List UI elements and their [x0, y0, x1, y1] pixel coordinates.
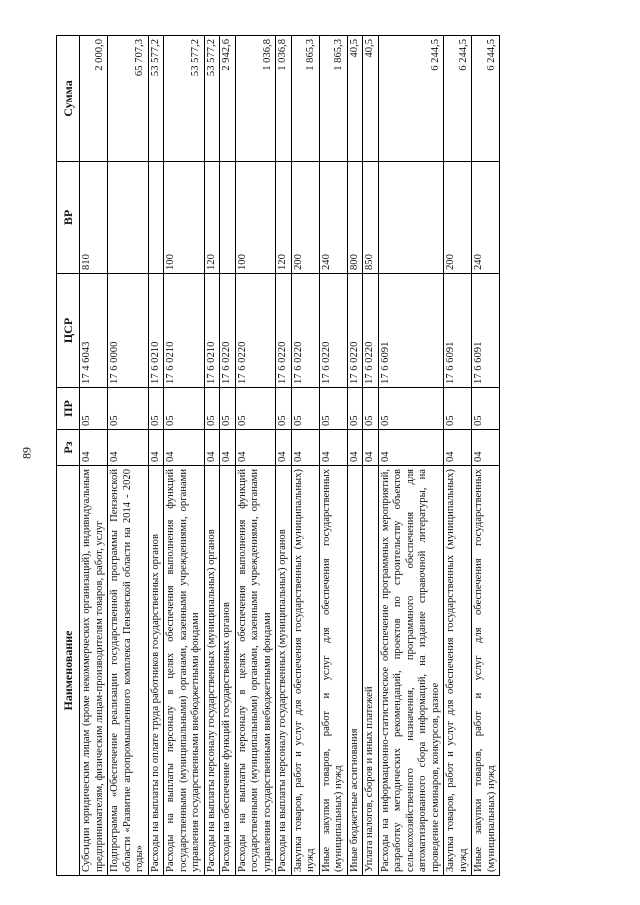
cell-rz: 04 — [80, 430, 108, 466]
cell-sum: 53 577,2 — [204, 36, 220, 162]
cell-pr: 05 — [378, 388, 444, 430]
table-header-row — [57, 36, 80, 876]
table-row — [276, 36, 292, 876]
cell-rz: 04 — [472, 430, 500, 466]
cell-rz: 04 — [220, 430, 236, 466]
cell-rz: 04 — [235, 430, 276, 466]
page-number: 89 — [19, 447, 34, 459]
cell-vr: 100 — [235, 162, 276, 274]
table-row — [80, 36, 108, 876]
cell-csr: 17 6 0000 — [108, 274, 149, 388]
cell-pr: 05 — [148, 388, 164, 430]
cell-csr: 17 6 6091 — [444, 274, 472, 388]
cell-vr — [378, 162, 444, 274]
cell-csr: 17 6 0210 — [164, 274, 205, 388]
cell-rz: 04 — [444, 430, 472, 466]
cell-rz: 04 — [363, 430, 379, 466]
cell-sum: 2 942,6 — [220, 36, 236, 162]
cell-vr: 240 — [472, 162, 500, 274]
cell-name: Расходы на информационно-статистическое обеспечение программных мероприятий, разработку методических рекомендаций, проектов по строительству объектов сельскохозяйственного назначения, программного обеспечения для автоматизированного сбора информаций, на издание справочной литературы, на проведение семинаров, конкурсов, разное — [378, 466, 444, 876]
cell-name: Расходы на выплаты по оплате труда работников государственных органов — [148, 466, 164, 876]
cell-rz: 04 — [276, 430, 292, 466]
table-row — [363, 36, 379, 876]
cell-pr: 05 — [347, 388, 363, 430]
cell-rz: 04 — [148, 430, 164, 466]
cell-vr: 240 — [319, 162, 347, 274]
cell-pr: 05 — [220, 388, 236, 430]
cell-csr: 17 4 6043 — [80, 274, 108, 388]
cell-pr: 05 — [472, 388, 500, 430]
cell-name: Иные закупки товаров, работ и услуг для обеспечения государственных (муниципальных) нужд — [472, 466, 500, 876]
cell-sum: 6 244,5 — [444, 36, 472, 162]
cell-name: Расходы на выплаты персоналу в целях обеспечения выполнения функций государственными (муниципальными) органами, казенными учреждениями, органами управления государственными внебюджетными фондами — [235, 466, 276, 876]
cell-name: Подпрограмма «Обеспечение реализации государственной программы Пензенской области «Развитие агропромышленного комплекса Пензенской области на 2014 - 2020 годы» — [108, 466, 149, 876]
table-row — [319, 36, 347, 876]
cell-name: Иные бюджетные ассигнования — [347, 466, 363, 876]
cell-vr: 850 — [363, 162, 379, 274]
header-rz: Рз — [57, 430, 80, 466]
cell-vr: 810 — [80, 162, 108, 274]
cell-pr: 05 — [80, 388, 108, 430]
cell-pr: 05 — [204, 388, 220, 430]
cell-name: Расходы на выплаты персоналу государственных (муниципальных) органов — [276, 466, 292, 876]
cell-vr: 800 — [347, 162, 363, 274]
cell-pr: 05 — [108, 388, 149, 430]
cell-sum: 1 036,8 — [276, 36, 292, 162]
cell-name: Закупка товаров, работ и услуг для обеспечения государственных (муниципальных) нужд — [444, 466, 472, 876]
cell-rz: 04 — [108, 430, 149, 466]
cell-csr: 17 6 0220 — [220, 274, 236, 388]
table-row — [291, 36, 319, 876]
table-row — [347, 36, 363, 876]
cell-vr: 200 — [444, 162, 472, 274]
cell-csr: 17 6 6091 — [378, 274, 444, 388]
cell-name: Субсидии юридическим лицам (кроме некоммерческих организаций), индивидуальным предпринимателям, физическим лицам-производителям товаров, работ, услуг — [80, 466, 108, 876]
table-row — [472, 36, 500, 876]
cell-rz: 04 — [378, 430, 444, 466]
table-row — [204, 36, 220, 876]
table-row — [164, 36, 205, 876]
table-row — [108, 36, 149, 876]
cell-sum: 6 244,5 — [378, 36, 444, 162]
cell-name: Иные закупки товаров, работ и услуг для обеспечения государственных (муниципальных) нужд — [319, 466, 347, 876]
cell-rz: 04 — [204, 430, 220, 466]
table-row — [235, 36, 276, 876]
cell-vr: 200 — [291, 162, 319, 274]
cell-rz: 04 — [291, 430, 319, 466]
header-name: Наименование — [57, 466, 80, 876]
table-row — [378, 36, 444, 876]
header-pr: ПР — [57, 388, 80, 430]
table-row — [220, 36, 236, 876]
cell-vr: 100 — [164, 162, 205, 274]
cell-vr — [220, 162, 236, 274]
cell-rz: 04 — [319, 430, 347, 466]
header-csr: ЦСР — [57, 274, 80, 388]
cell-vr: 120 — [204, 162, 220, 274]
table-row — [444, 36, 472, 876]
cell-sum: 1 865,3 — [319, 36, 347, 162]
cell-rz: 04 — [164, 430, 205, 466]
cell-csr: 17 6 0210 — [148, 274, 164, 388]
cell-sum: 53 577,2 — [148, 36, 164, 162]
cell-sum: 40,5 — [347, 36, 363, 162]
cell-csr: 17 6 0210 — [204, 274, 220, 388]
cell-sum: 40,5 — [363, 36, 379, 162]
cell-vr: 120 — [276, 162, 292, 274]
cell-pr: 05 — [444, 388, 472, 430]
cell-csr: 17 6 0220 — [363, 274, 379, 388]
cell-csr: 17 6 6091 — [472, 274, 500, 388]
cell-pr: 05 — [291, 388, 319, 430]
cell-csr: 17 6 0220 — [235, 274, 276, 388]
cell-pr: 05 — [319, 388, 347, 430]
cell-pr: 05 — [276, 388, 292, 430]
cell-name: Расходы на обеспечение функций государственных органов — [220, 466, 236, 876]
cell-pr: 05 — [363, 388, 379, 430]
cell-pr: 05 — [164, 388, 205, 430]
table-row — [148, 36, 164, 876]
cell-csr: 17 6 0220 — [319, 274, 347, 388]
cell-pr: 05 — [235, 388, 276, 430]
cell-name: Закупка товаров, работ и услуг для обеспечения государственных (муниципальных) нужд — [291, 466, 319, 876]
cell-rz: 04 — [347, 430, 363, 466]
cell-csr: 17 6 0220 — [276, 274, 292, 388]
cell-csr: 17 6 0220 — [347, 274, 363, 388]
header-sum: Сумма — [57, 36, 80, 162]
cell-name: Уплата налогов, сборов и иных платежей — [363, 466, 379, 876]
cell-sum: 1 865,3 — [291, 36, 319, 162]
cell-name: Расходы на выплаты персоналу в целях обеспечения выполнения функций государственными (муниципальными) органами, казенными учреждениями, органами управления государственными внебюджетными фондами — [164, 466, 205, 876]
cell-vr — [148, 162, 164, 274]
cell-vr — [108, 162, 149, 274]
cell-sum: 65 707,3 — [108, 36, 149, 162]
cell-sum: 6 244,5 — [472, 36, 500, 162]
rotated-page-content — [56, 36, 616, 876]
header-vr: ВР — [57, 162, 80, 274]
cell-csr: 17 6 0220 — [291, 274, 319, 388]
cell-sum: 53 577,2 — [164, 36, 205, 162]
budget-table — [56, 35, 500, 876]
cell-sum: 1 036,8 — [235, 36, 276, 162]
cell-name: Расходы на выплаты персоналу государственных (муниципальных) органов — [204, 466, 220, 876]
cell-sum: 2 000,0 — [80, 36, 108, 162]
table-body — [80, 36, 500, 876]
